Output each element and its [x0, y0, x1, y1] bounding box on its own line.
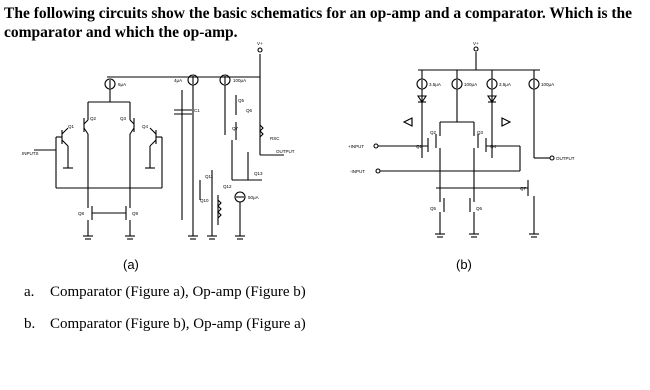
fig-b-i1-label: 3.5μA [429, 82, 441, 87]
fig-b-i4-label: 100μA [541, 82, 555, 87]
figure-a-caption: (a) [123, 257, 139, 272]
fig-b-q2-label: Q2 [430, 130, 437, 135]
figure-a-schematic [22, 40, 304, 252]
option-a[interactable] [24, 283, 306, 301]
fig-b-plus-input-label: +INPUT [348, 144, 365, 149]
fig-b-q5-label: Q5 [430, 206, 437, 211]
fig-a-c1-label: C1 [194, 108, 200, 113]
question-text: The following circuits show the basic schematics for an op-amp and a comparator. Which is the comparator and which the op-amp. [4, 5, 633, 41]
option-b-text: Comparator (Figure b), Op-amp (Figure a) [50, 316, 306, 332]
fig-a-i1-label: 6μA [118, 82, 127, 87]
option-a-letter: a. [24, 284, 35, 300]
fig-a-output-label: OUTPUT [276, 149, 295, 154]
fig-b-output-label: OUTPUT [556, 156, 575, 161]
answer-options [24, 283, 306, 347]
fig-b-q4-label: Q4 [490, 144, 497, 149]
fig-a-i2-label: 4μA [174, 78, 183, 83]
fig-b-minus-input-label: -INPUT [350, 169, 365, 174]
fig-b-q1-label: Q1 [416, 144, 423, 149]
option-b[interactable] [24, 315, 306, 333]
fig-a-i4-label: 50μA [248, 195, 259, 200]
option-b-letter: b. [24, 316, 36, 332]
fig-a-q10-label: Q10 [200, 198, 209, 203]
fig-a-i3-label: 100μA [233, 78, 247, 83]
fig-a-q11-label: Q11 [205, 174, 214, 179]
fig-a-q2-label: Q2 [90, 116, 97, 121]
fig-a-q7-label: Q7 [232, 126, 239, 131]
figure-b-caption: (b) [456, 257, 472, 272]
fig-b-q7-label: Q7 [520, 186, 527, 191]
fig-a-vplus-label: V+ [257, 41, 263, 46]
fig-a-q4-label: Q4 [142, 124, 149, 129]
fig-a-rsc-label: RSC [270, 136, 280, 141]
option-a-text: Comparator (Figure a), Op-amp (Figure b) [50, 284, 306, 300]
fig-b-q3-label: Q3 [477, 130, 484, 135]
fig-b-vplus-label: V+ [473, 41, 479, 46]
fig-a-q8-label: Q8 [78, 211, 85, 216]
fig-a-q3-label: Q3 [120, 116, 127, 121]
fig-a-inputs-label: INPUTS [22, 151, 39, 156]
fig-a-q6-label: Q6 [246, 108, 253, 113]
figure-b-schematic [340, 40, 580, 252]
fig-b-i3-label: 3.5μA [499, 82, 511, 87]
fig-a-q13-label: Q13 [254, 171, 263, 176]
fig-a-q1-label: Q1 [68, 124, 75, 129]
fig-a-q5-label: Q5 [238, 98, 245, 103]
fig-b-q6-label: Q6 [476, 206, 483, 211]
fig-a-q12-label: Q12 [223, 184, 232, 189]
fig-a-q9-label: Q9 [132, 211, 139, 216]
fig-b-i2-label: 100μA [464, 82, 478, 87]
